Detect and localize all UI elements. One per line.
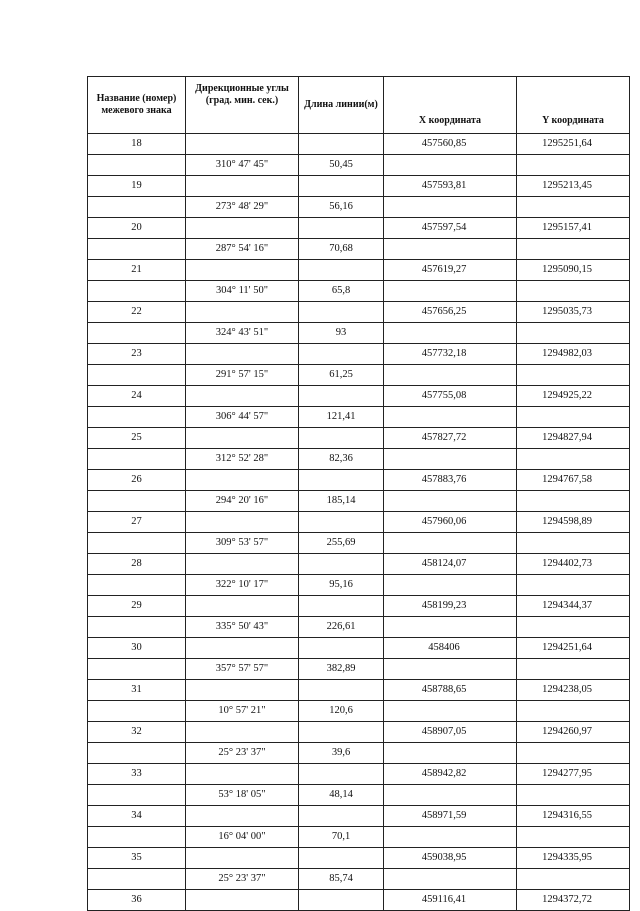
- y-coordinate-cell: 1294402,73: [517, 554, 630, 575]
- x-coordinate-cell: [384, 785, 517, 806]
- marker-row: [88, 176, 630, 197]
- line-length-cell: 95,16: [299, 575, 384, 596]
- direction-angle-cell: [186, 176, 299, 197]
- y-coordinate-cell: [517, 617, 630, 638]
- line-length-cell: 93: [299, 323, 384, 344]
- x-coordinate-cell: 458942,82: [384, 764, 517, 785]
- marker-name-cell: [88, 701, 186, 722]
- segment-row: [88, 365, 630, 386]
- direction-angle-cell: [186, 512, 299, 533]
- line-length-cell: 121,41: [299, 407, 384, 428]
- direction-angle-cell: 287° 54' 16": [186, 239, 299, 260]
- y-coordinate-cell: [517, 155, 630, 176]
- x-coordinate-cell: [384, 281, 517, 302]
- marker-name-cell: 29: [88, 596, 186, 617]
- y-coordinate-cell: [517, 197, 630, 218]
- marker-name-cell: 35: [88, 848, 186, 869]
- marker-name-cell: [88, 155, 186, 176]
- direction-angle-cell: 10° 57' 21": [186, 701, 299, 722]
- direction-angle-cell: [186, 302, 299, 323]
- header-y-coordinate: Y координата: [517, 77, 630, 134]
- marker-name-cell: [88, 491, 186, 512]
- x-coordinate-cell: 458199,23: [384, 596, 517, 617]
- segment-row: [88, 449, 630, 470]
- line-length-cell: [299, 512, 384, 533]
- x-coordinate-cell: 457827,72: [384, 428, 517, 449]
- marker-name-cell: [88, 785, 186, 806]
- segment-row: [88, 533, 630, 554]
- marker-name-cell: 31: [88, 680, 186, 701]
- direction-angle-cell: 309° 53' 57": [186, 533, 299, 554]
- line-length-cell: 56,16: [299, 197, 384, 218]
- direction-angle-cell: [186, 470, 299, 491]
- y-coordinate-cell: 1294260,97: [517, 722, 630, 743]
- y-coordinate-cell: 1294925,22: [517, 386, 630, 407]
- x-coordinate-cell: 458124,07: [384, 554, 517, 575]
- x-coordinate-cell: [384, 239, 517, 260]
- marker-name-cell: [88, 659, 186, 680]
- marker-name-cell: 28: [88, 554, 186, 575]
- x-coordinate-cell: 457656,25: [384, 302, 517, 323]
- marker-name-cell: 30: [88, 638, 186, 659]
- x-coordinate-cell: 457619,27: [384, 260, 517, 281]
- x-coordinate-cell: [384, 617, 517, 638]
- segment-row: [88, 659, 630, 680]
- direction-angle-cell: [186, 134, 299, 155]
- marker-row: [88, 638, 630, 659]
- line-length-cell: [299, 176, 384, 197]
- segment-row: [88, 701, 630, 722]
- y-coordinate-cell: [517, 239, 630, 260]
- y-coordinate-cell: [517, 323, 630, 344]
- x-coordinate-cell: [384, 449, 517, 470]
- marker-row: [88, 470, 630, 491]
- y-coordinate-cell: 1294982,03: [517, 344, 630, 365]
- header-line-length: Длина линии(м): [299, 77, 384, 134]
- segment-row: [88, 197, 630, 218]
- segment-row: [88, 617, 630, 638]
- segment-row: [88, 743, 630, 764]
- line-length-cell: [299, 554, 384, 575]
- line-length-cell: 255,69: [299, 533, 384, 554]
- marker-name-cell: 32: [88, 722, 186, 743]
- x-coordinate-cell: [384, 491, 517, 512]
- segment-row: [88, 491, 630, 512]
- direction-angle-cell: 306° 44' 57": [186, 407, 299, 428]
- x-coordinate-cell: 457597,54: [384, 218, 517, 239]
- y-coordinate-cell: 1294316,55: [517, 806, 630, 827]
- segment-row: [88, 281, 630, 302]
- x-coordinate-cell: 457755,08: [384, 386, 517, 407]
- y-coordinate-cell: 1295090,15: [517, 260, 630, 281]
- direction-angle-cell: 25° 23' 37": [186, 743, 299, 764]
- y-coordinate-cell: 1294767,58: [517, 470, 630, 491]
- x-coordinate-cell: 459116,41: [384, 890, 517, 911]
- marker-row: [88, 218, 630, 239]
- marker-name-cell: [88, 827, 186, 848]
- y-coordinate-cell: [517, 827, 630, 848]
- x-coordinate-cell: [384, 701, 517, 722]
- x-coordinate-cell: 458788,65: [384, 680, 517, 701]
- direction-angle-cell: 273° 48' 29": [186, 197, 299, 218]
- line-length-cell: [299, 470, 384, 491]
- marker-row: [88, 134, 630, 155]
- marker-name-cell: [88, 323, 186, 344]
- line-length-cell: 82,36: [299, 449, 384, 470]
- x-coordinate-cell: [384, 323, 517, 344]
- marker-row: [88, 260, 630, 281]
- direction-angle-cell: [186, 386, 299, 407]
- marker-row: [88, 848, 630, 869]
- line-length-cell: 120,6: [299, 701, 384, 722]
- direction-angle-cell: [186, 638, 299, 659]
- marker-row: [88, 512, 630, 533]
- x-coordinate-cell: 457593,81: [384, 176, 517, 197]
- line-length-cell: 70,68: [299, 239, 384, 260]
- direction-angle-cell: [186, 890, 299, 911]
- line-length-cell: 382,89: [299, 659, 384, 680]
- line-length-cell: [299, 596, 384, 617]
- line-length-cell: [299, 428, 384, 449]
- y-coordinate-cell: 1295213,45: [517, 176, 630, 197]
- marker-row: [88, 764, 630, 785]
- direction-angle-cell: 294° 20' 16": [186, 491, 299, 512]
- line-length-cell: [299, 638, 384, 659]
- line-length-cell: 185,14: [299, 491, 384, 512]
- marker-name-cell: 22: [88, 302, 186, 323]
- line-length-cell: [299, 344, 384, 365]
- x-coordinate-cell: [384, 365, 517, 386]
- line-length-cell: [299, 134, 384, 155]
- y-coordinate-cell: 1294238,05: [517, 680, 630, 701]
- segment-row: [88, 407, 630, 428]
- direction-angle-cell: [186, 806, 299, 827]
- x-coordinate-cell: [384, 659, 517, 680]
- x-coordinate-cell: 458907,05: [384, 722, 517, 743]
- direction-angle-cell: 291° 57' 15": [186, 365, 299, 386]
- marker-row: [88, 596, 630, 617]
- direction-angle-cell: [186, 428, 299, 449]
- marker-name-cell: [88, 743, 186, 764]
- segment-row: [88, 869, 630, 890]
- marker-name-cell: 33: [88, 764, 186, 785]
- y-coordinate-cell: 1294277,95: [517, 764, 630, 785]
- x-coordinate-cell: 458406: [384, 638, 517, 659]
- marker-row: [88, 386, 630, 407]
- y-coordinate-cell: 1294598,89: [517, 512, 630, 533]
- marker-name-cell: [88, 449, 186, 470]
- table-body: [88, 134, 630, 911]
- segment-row: [88, 827, 630, 848]
- x-coordinate-cell: [384, 575, 517, 596]
- marker-name-cell: 21: [88, 260, 186, 281]
- direction-angle-cell: [186, 218, 299, 239]
- y-coordinate-cell: [517, 785, 630, 806]
- line-length-cell: [299, 386, 384, 407]
- direction-angle-cell: 25° 23' 37": [186, 869, 299, 890]
- marker-name-cell: 20: [88, 218, 186, 239]
- y-coordinate-cell: 1295251,64: [517, 134, 630, 155]
- direction-angle-cell: [186, 848, 299, 869]
- segment-row: [88, 239, 630, 260]
- y-coordinate-cell: [517, 449, 630, 470]
- direction-angle-cell: [186, 596, 299, 617]
- y-coordinate-cell: 1294344,37: [517, 596, 630, 617]
- x-coordinate-cell: 457960,06: [384, 512, 517, 533]
- direction-angle-cell: 335° 50' 43": [186, 617, 299, 638]
- marker-row: [88, 344, 630, 365]
- line-length-cell: [299, 302, 384, 323]
- marker-row: [88, 302, 630, 323]
- segment-row: [88, 575, 630, 596]
- direction-angle-cell: [186, 344, 299, 365]
- segment-row: [88, 323, 630, 344]
- y-coordinate-cell: [517, 659, 630, 680]
- direction-angle-cell: 357° 57' 57": [186, 659, 299, 680]
- marker-name-cell: [88, 365, 186, 386]
- x-coordinate-cell: [384, 827, 517, 848]
- segment-row: [88, 155, 630, 176]
- direction-angle-cell: 16° 04' 00": [186, 827, 299, 848]
- marker-name-cell: 36: [88, 890, 186, 911]
- direction-angle-cell: [186, 260, 299, 281]
- y-coordinate-cell: [517, 869, 630, 890]
- marker-row: [88, 428, 630, 449]
- segment-row: [88, 785, 630, 806]
- line-length-cell: 65,8: [299, 281, 384, 302]
- y-coordinate-cell: [517, 281, 630, 302]
- x-coordinate-cell: 457883,76: [384, 470, 517, 491]
- marker-name-cell: [88, 533, 186, 554]
- direction-angle-cell: 53° 18' 05": [186, 785, 299, 806]
- x-coordinate-cell: [384, 869, 517, 890]
- header-direction-angle: Дирекционные углы (град. мин. сек.): [186, 77, 299, 134]
- line-length-cell: 70,1: [299, 827, 384, 848]
- marker-name-cell: 26: [88, 470, 186, 491]
- marker-row: [88, 722, 630, 743]
- y-coordinate-cell: 1294335,95: [517, 848, 630, 869]
- direction-angle-cell: [186, 680, 299, 701]
- marker-row: [88, 806, 630, 827]
- line-length-cell: 48,14: [299, 785, 384, 806]
- direction-angle-cell: 304° 11' 50": [186, 281, 299, 302]
- header-marker-name: Название (номер) межевого знака: [88, 77, 186, 134]
- marker-name-cell: [88, 197, 186, 218]
- line-length-cell: [299, 764, 384, 785]
- y-coordinate-cell: [517, 701, 630, 722]
- line-length-cell: 50,45: [299, 155, 384, 176]
- x-coordinate-cell: [384, 155, 517, 176]
- marker-row: [88, 890, 630, 911]
- boundary-coordinates-table: [87, 76, 630, 911]
- marker-name-cell: [88, 617, 186, 638]
- direction-angle-cell: 310° 47' 45": [186, 155, 299, 176]
- direction-angle-cell: [186, 764, 299, 785]
- y-coordinate-cell: [517, 575, 630, 596]
- y-coordinate-cell: 1294827,94: [517, 428, 630, 449]
- marker-name-cell: 19: [88, 176, 186, 197]
- direction-angle-cell: 312° 52' 28": [186, 449, 299, 470]
- x-coordinate-cell: 459038,95: [384, 848, 517, 869]
- x-coordinate-cell: [384, 407, 517, 428]
- y-coordinate-cell: 1294372,72: [517, 890, 630, 911]
- marker-name-cell: 23: [88, 344, 186, 365]
- direction-angle-cell: [186, 722, 299, 743]
- y-coordinate-cell: [517, 533, 630, 554]
- x-coordinate-cell: [384, 533, 517, 554]
- marker-name-cell: 25: [88, 428, 186, 449]
- line-length-cell: [299, 260, 384, 281]
- line-length-cell: [299, 806, 384, 827]
- x-coordinate-cell: 458971,59: [384, 806, 517, 827]
- table-header: [88, 77, 630, 134]
- line-length-cell: 39,6: [299, 743, 384, 764]
- line-length-cell: [299, 890, 384, 911]
- x-coordinate-cell: 457560,85: [384, 134, 517, 155]
- marker-name-cell: 34: [88, 806, 186, 827]
- y-coordinate-cell: [517, 491, 630, 512]
- y-coordinate-cell: 1294251,64: [517, 638, 630, 659]
- direction-angle-cell: 324° 43' 51": [186, 323, 299, 344]
- y-coordinate-cell: 1295035,73: [517, 302, 630, 323]
- marker-name-cell: [88, 407, 186, 428]
- line-length-cell: [299, 680, 384, 701]
- y-coordinate-cell: [517, 407, 630, 428]
- marker-name-cell: [88, 575, 186, 596]
- marker-name-cell: 18: [88, 134, 186, 155]
- line-length-cell: [299, 722, 384, 743]
- direction-angle-cell: [186, 554, 299, 575]
- marker-name-cell: [88, 239, 186, 260]
- header-x-coordinate: X координата: [384, 77, 517, 134]
- line-length-cell: [299, 218, 384, 239]
- y-coordinate-cell: [517, 365, 630, 386]
- x-coordinate-cell: 457732,18: [384, 344, 517, 365]
- line-length-cell: 226,61: [299, 617, 384, 638]
- y-coordinate-cell: 1295157,41: [517, 218, 630, 239]
- direction-angle-cell: 322° 10' 17": [186, 575, 299, 596]
- x-coordinate-cell: [384, 197, 517, 218]
- marker-name-cell: 27: [88, 512, 186, 533]
- marker-name-cell: 24: [88, 386, 186, 407]
- marker-row: [88, 680, 630, 701]
- y-coordinate-cell: [517, 743, 630, 764]
- marker-row: [88, 554, 630, 575]
- line-length-cell: 61,25: [299, 365, 384, 386]
- line-length-cell: [299, 848, 384, 869]
- line-length-cell: 85,74: [299, 869, 384, 890]
- marker-name-cell: [88, 869, 186, 890]
- marker-name-cell: [88, 281, 186, 302]
- x-coordinate-cell: [384, 743, 517, 764]
